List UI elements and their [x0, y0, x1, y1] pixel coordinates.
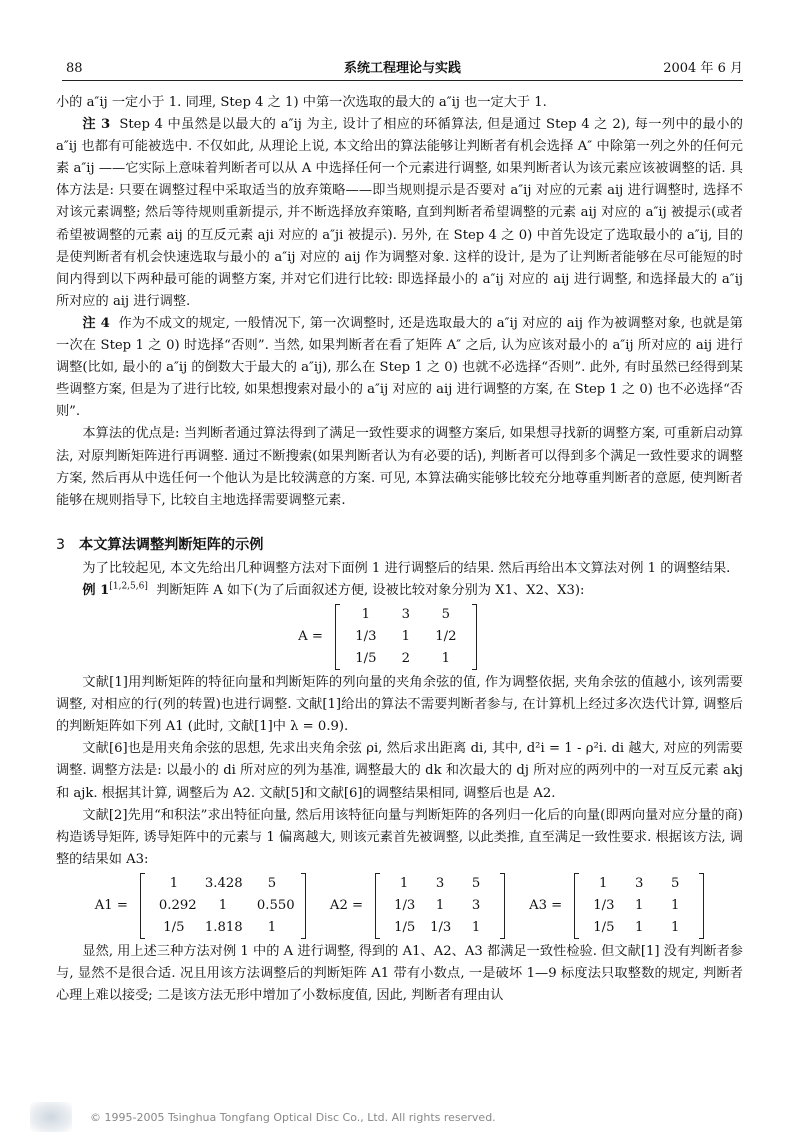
matrix-cell: 2	[401, 651, 411, 667]
page-footer	[30, 1102, 496, 1132]
matrix-cell: 1	[635, 919, 644, 935]
matrix-cell: 3	[635, 875, 644, 891]
note-text: 作为不成文的规定, 一般情况下, 第一次调整时, 还是选取最大的 a″ij 对应的 aij 作为被调整对象, 也就是第一次在 Step 1 之 0) 时选择“否则”. 当然, 如果判断者在看了矩阵 A″ 之后, 认为应该对最小的 a″ij 所对应的 aij 进行调整(比如, 最小的 a″ij 的倒数大于最大的 a″ij), 那么在 Step 1 之 0) 也就不必选择“否则”. 此外, 有时虽然已经得到某些调整方案, 但是为了进行比较, 如果想搜索对最小的 a″ij 对应的 aij 进行调整的方案, 在 Step 1 之 0) 也不必选择“否则”.	[56, 315, 743, 420]
matrix-cell: 5	[471, 875, 481, 891]
example-label: 例 1	[82, 582, 110, 598]
page-number: 88	[66, 61, 83, 76]
paragraph-intro: 为了比较起见, 本文先给出几种调整方法对下面例 1 进行调整后的结果. 然后再给出本文算法对例 1 的调整结果.	[82, 560, 731, 576]
example-citation: [1,2,5,6]	[109, 581, 148, 592]
matrix-cell: 1	[671, 919, 680, 935]
matrix-cell: 1	[401, 629, 411, 645]
matrix-cell: 1/3	[394, 897, 416, 913]
paragraph-advantages: 本算法的优点是: 当判断者通过算法得到了满足一致性要求的调整方案后, 如果想寻找新的调整方案, 可重新启动算法, 对原判断矩阵进行再调整. 通过不断搜索(如果判断者认为有必要的话), 判断者可以得到多个满足一致性要求的调整方案, 然后再从中选任何一个他认为是比较满意的方案. 可见, 本算法确实能够比较充分地尊重判断者的意愿, 使判断者能够在规则指导下, 比较自主地选择需要调整元素.	[56, 426, 743, 508]
note-4	[56, 313, 743, 423]
page-header	[62, 58, 743, 81]
note-text: Step 4 中虽然是以最大的 a″ij 为主, 设计了相应的环循算法, 但是通过 Step 4 之 2), 每一列中的最小的 a″ij 也都有可能被选中. 不仅如此, 从理论上说, 本文给出的算法能够让判断者有机会选择 A″ 中除第一列之外的任何元素 a″ij ——它实际上意味着判断者可以从 A 中选择任何一个元素进行调整, 如果判断者认为该元素应该被调整的话. 具体方法是: 只要在调整过程中采取适当的放弃策略——即当规则提示是否要对 a″ij 对应的元素 aij 进行调整时, 选择不对该元素调整; 然后等待规则重新提示, 并不断选择放弃策略, 直到判断者希望调整的元素 aij 对应的 a″ij 被提示(或者希望被调整的元素 aij 的互反元素 aji 对应的 a″ji 被提示). 另外, 在 Step 4 之 0) 中首先设定了选取最小的 a″ij, 目的是使判断者有机会快速选取与最小的 a″ij 对应的 aij 作为调整对象. 这样的设计, 是为了让判断者能够在尽可能短的时间内得到以下两种最可能的调整方案, 并对它们进行比较: 即选择最小的 a″ij 对应的 aij 进行调整, 和选择最大的 a″ij 所对应的 aij 进行调整.	[56, 117, 743, 309]
section-number: 3	[56, 536, 66, 553]
note-3	[56, 114, 743, 313]
matrix-cell: 0.550	[256, 897, 295, 913]
matrix-cell: 1	[471, 919, 481, 935]
matrix-cell: 1	[218, 897, 228, 913]
journal-title: 系统工程理论与实践	[343, 61, 461, 76]
matrix-cell: 1	[441, 651, 451, 667]
matrix-cell: 1/3	[355, 629, 377, 645]
matrix-cell: 3.428	[204, 875, 243, 891]
matrix-cell: 1/5	[593, 919, 615, 935]
article-body	[56, 92, 743, 1007]
matrix-cell: 1/3	[430, 919, 452, 935]
paragraph-ref1: 文献[1]用判断矩阵的特征向量和判断矩阵的列向量的夹角余弦的值, 作为调整依据, 夹角余弦的值越小, 该列需要调整, 对相应的行(列的转置)也进行调整. 文献[1]给出的算法不需要判断者参与, 在计算机上经过多次迭代计算, 调整后的判断矩阵如下列 A1 (此时, 文献[1]中 λ = 0.9).	[56, 675, 743, 735]
matrix-cell: 1/5	[163, 919, 185, 935]
issue-date: 2004 年 6 月	[663, 61, 743, 76]
matrix-label: A2 =	[329, 897, 364, 913]
matrix-cell: 1/5	[394, 919, 416, 935]
matrix-cell: 1	[435, 897, 445, 913]
matrix-label: A =	[298, 629, 323, 645]
matrix-cell: 1	[361, 607, 371, 623]
matrix-cell: 1	[399, 875, 409, 891]
paragraph-ref2: 文献[2]先用“和积法”求出特征向量, 然后用该特征向量与判断矩阵的各列归一化后的向量(即两向量对应分量的商)构造诱导矩阵, 诱导矩阵中的元素与 1 偏离越大, 则该元素首先被调整, 以此类推, 直至满足一致性要求. 根据该方法, 调整的结果如 A3:	[56, 807, 743, 867]
note-label: 注 3	[82, 117, 111, 133]
matrix-cell: 3	[401, 607, 411, 623]
matrix-a2	[375, 873, 505, 939]
matrices-row	[56, 873, 743, 939]
matrix-cell: 5	[671, 875, 680, 891]
example-text: 判断矩阵 A 如下(为了后面叙述方便, 设被比较对象分别为 X1、X2、X3):	[156, 582, 585, 598]
matrix-a3	[574, 873, 704, 939]
matrix-cell: 1	[671, 897, 680, 913]
section-title: 本文算法调整判断矩阵的示例	[79, 536, 264, 553]
matrix-label: A3 =	[529, 897, 563, 913]
paragraph-closing: 显然, 用上述三种方法对例 1 中的 A 进行调整, 得到的 A1、A2、A3 都满足一致性检验. 但文献[1] 没有判断者参与, 显然不是很合适. 况且用该方法调整后的判断矩阵 A1 带有小数点, 一是破坏 1—9 标度法只取整数的规定, 判断者心理上难以接受; 二是该方法无形中增加了小数标度值, 因此, 判断者有理由认	[56, 943, 743, 1004]
matrix-cell: 5	[267, 875, 277, 891]
matrix-cell: 1/5	[355, 651, 377, 667]
matrix-cell: 1	[267, 919, 277, 935]
matrix-cell: 3	[471, 897, 481, 913]
matrix-cell: 1	[599, 875, 608, 891]
matrix-cell: 5	[441, 607, 451, 623]
matrix-label: A1 =	[94, 897, 128, 913]
example-1	[56, 580, 743, 602]
matrix-cell: 1.818	[204, 919, 243, 935]
copyright-text: © 1995-2005 Tsinghua Tongfang Optical Disc Co., Ltd. All rights reserved.	[90, 1110, 496, 1124]
publisher-logo-icon	[30, 1102, 72, 1132]
matrix-cell: 1	[635, 897, 644, 913]
paragraph-continuation: 小的 a″ij 一定小于 1. 同理, Step 4 之 1) 中第一次选取的最大的 a″ij 也一定大于 1.	[56, 95, 547, 110]
matrix-a-row	[56, 604, 743, 670]
matrix-cell: 1/3	[593, 897, 615, 913]
note-label: 注 4	[82, 315, 110, 331]
section-heading	[56, 534, 743, 556]
paragraph-ref6: 文献[6]也是用夹角余弦的思想, 先求出夹角余弦 ρi, 然后求出距离 di, 其中, d²i = 1 - ρ²i. di 越大, 对应的列需要调整. 调整方法是: 以最小的 di 所对应的列为基准, 调整最大的 dk 和次最大的 dj 所对应的两列中的一对互反元素 akj 和 ajk. 根据其计算, 调整后为 A2. 文献[5]和文献[6]的调整结果相同, 调整后也是 A2.	[56, 741, 743, 801]
matrix-a1	[140, 873, 306, 939]
matrix-cell: 1	[169, 875, 179, 891]
matrix-cell: 0.292	[158, 897, 197, 913]
matrix-a	[335, 604, 477, 670]
matrix-cell: 1/2	[435, 629, 457, 645]
matrix-cell: 3	[435, 875, 445, 891]
